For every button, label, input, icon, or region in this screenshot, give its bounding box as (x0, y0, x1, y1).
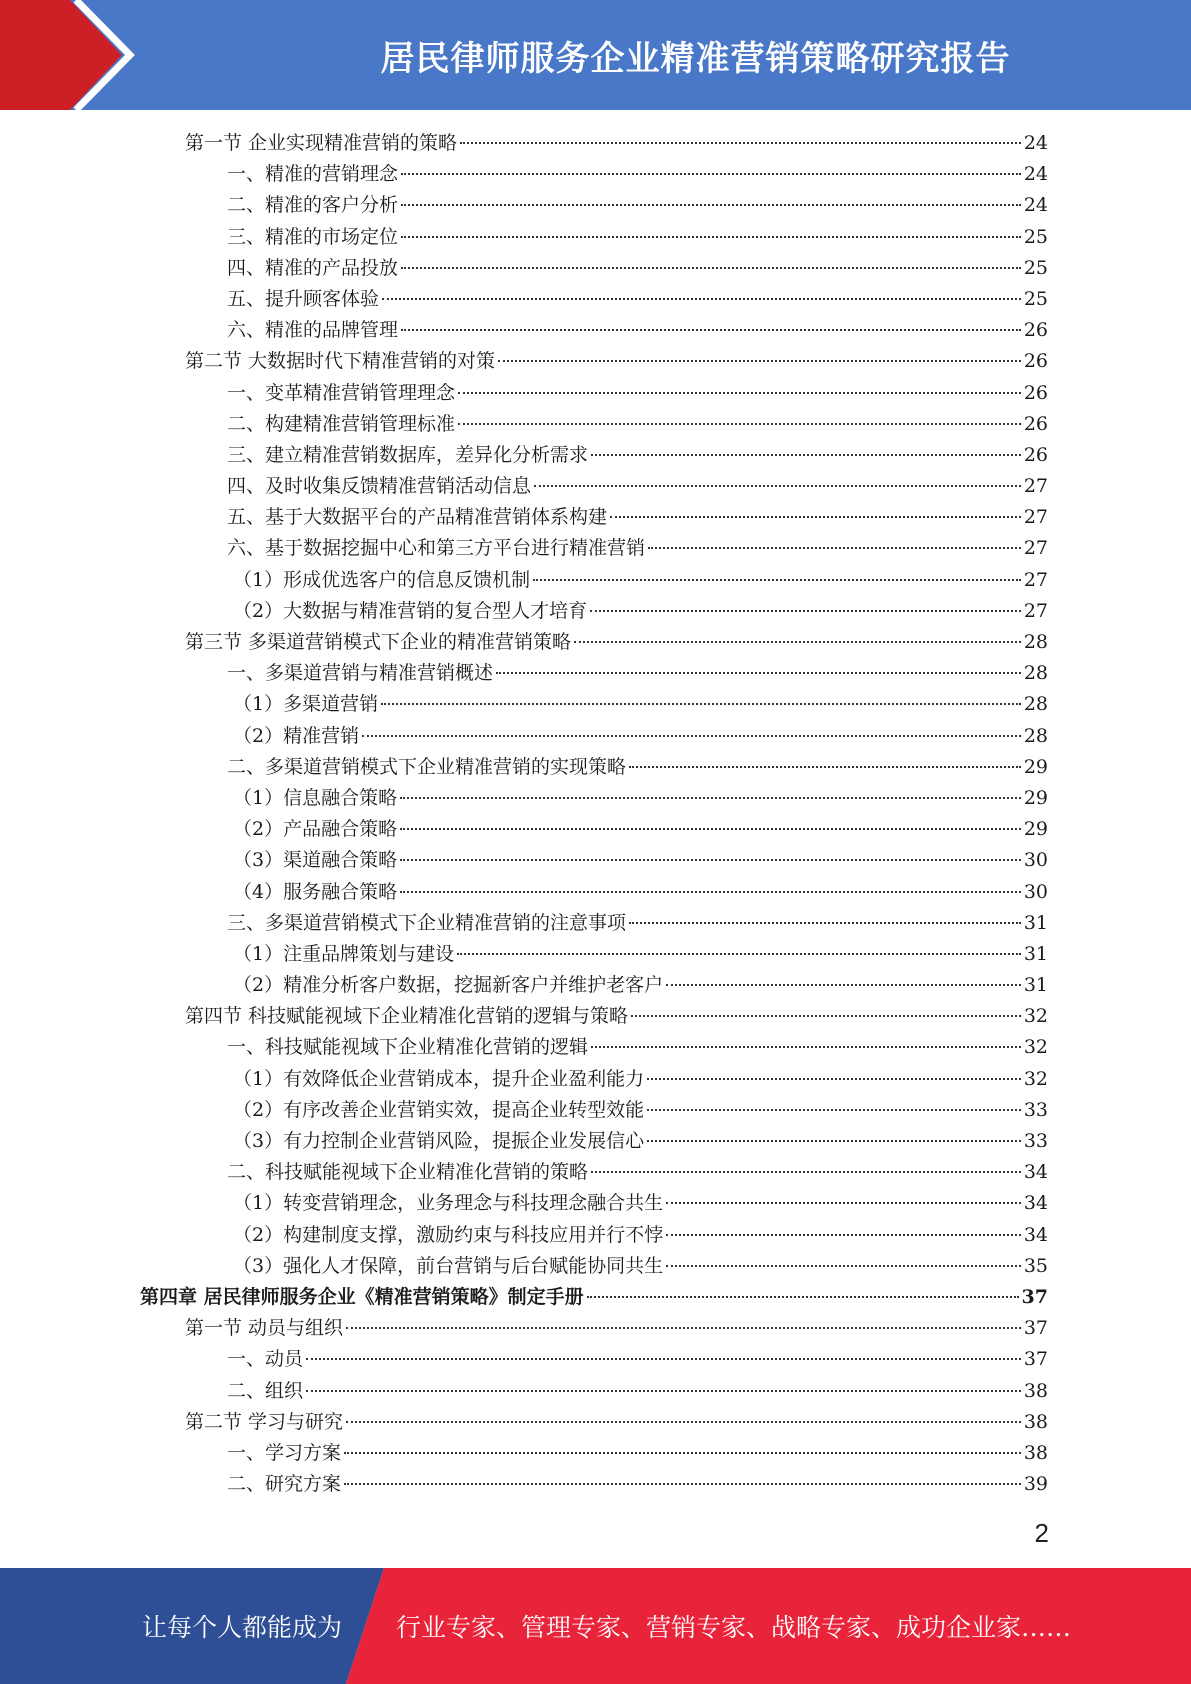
toc-leader-dots (344, 1452, 1021, 1454)
toc-entry-title: 二、组织 (227, 1379, 304, 1402)
toc-entry[interactable] (140, 1001, 1048, 1032)
toc-entry-title: （2）精准分析客户数据，挖掘新客户并维护老客户 (233, 974, 664, 997)
page-footer (0, 1568, 1191, 1684)
toc-entry[interactable] (140, 721, 1048, 752)
toc-entry-title: （1）多渠道营销 (233, 693, 379, 716)
toc-leader-dots (648, 547, 1021, 549)
toc-entry[interactable] (140, 253, 1048, 284)
toc-leader-dots (666, 1265, 1021, 1267)
toc-leader-dots (458, 392, 1021, 394)
table-of-contents (140, 128, 1048, 1500)
toc-leader-dots (306, 1358, 1021, 1360)
toc-entry-title: 第四节 科技赋能视域下企业精准化营销的逻辑与策略 (185, 1005, 629, 1028)
toc-entry-page: 27 (1023, 537, 1048, 560)
toc-entry[interactable] (140, 1157, 1048, 1188)
page-number: 2 (1034, 1518, 1049, 1548)
toc-entry-page: 34 (1023, 1192, 1048, 1215)
toc-entry[interactable] (140, 409, 1048, 440)
toc-leader-dots (381, 703, 1021, 705)
toc-entry-title: 第三节 多渠道营销模式下企业的精准营销策略 (185, 631, 572, 653)
toc-leader-dots (401, 204, 1021, 206)
toc-leader-dots (647, 1078, 1021, 1080)
toc-leader-dots (382, 298, 1021, 300)
toc-entry-page: 31 (1023, 911, 1048, 934)
toc-entry[interactable] (140, 1032, 1048, 1063)
toc-entry-title: 六、基于数据挖掘中心和第三方平台进行精准营销 (227, 537, 646, 560)
toc-entry-page: 35 (1023, 1254, 1048, 1277)
toc-leader-dots (401, 173, 1021, 175)
footer-slogan-right: 行业专家、管理专家、营销专家、战略专家、成功企业家…… (396, 1613, 1072, 1642)
toc-entry[interactable] (140, 1220, 1048, 1251)
toc-entry[interactable] (140, 190, 1048, 221)
toc-leader-dots (534, 485, 1021, 487)
toc-entry-title: （2）大数据与精准营销的复合型人才培育 (233, 599, 588, 622)
toc-entry[interactable] (140, 502, 1048, 533)
report-title: 居民律师服务企业精准营销策略研究报告 (380, 38, 1011, 79)
toc-entry-page: 31 (1023, 942, 1048, 965)
toc-leader-dots (587, 1296, 1019, 1298)
toc-leader-dots (400, 891, 1021, 893)
toc-entry[interactable] (140, 222, 1048, 253)
toc-entry[interactable] (140, 378, 1048, 409)
toc-entry-page: 28 (1023, 662, 1048, 685)
toc-entry-title: 第一节 企业实现精准营销的策略 (185, 132, 458, 154)
toc-entry[interactable] (140, 939, 1048, 970)
toc-entry[interactable] (140, 845, 1048, 876)
toc-leader-dots (610, 516, 1021, 518)
toc-entry-title: 一、变革精准营销管理理念 (227, 381, 456, 404)
toc-entry-title: 三、建立精准营销数据库，差异化分析需求 (227, 443, 589, 466)
toc-leader-dots (346, 1327, 1021, 1329)
toc-entry[interactable] (140, 440, 1048, 471)
toc-leader-dots (306, 1390, 1021, 1392)
toc-entry-title: 二、科技赋能视域下企业精准化营销的策略 (227, 1161, 589, 1184)
toc-leader-dots (590, 610, 1021, 612)
toc-entry-page: 24 (1023, 163, 1048, 186)
toc-leader-dots (401, 329, 1021, 331)
toc-entry-page: 30 (1023, 880, 1048, 903)
toc-entry-page: 33 (1023, 1098, 1048, 1121)
toc-entry-page: 33 (1023, 1130, 1048, 1152)
toc-leader-dots (496, 672, 1021, 674)
toc-entry-title: （1）有效降低企业营销成本，提升企业盈利能力 (233, 1067, 645, 1090)
toc-entry-title: 三、精准的市场定位 (227, 225, 399, 248)
toc-entry-title: 一、科技赋能视域下企业精准化营销的逻辑 (227, 1036, 589, 1059)
toc-entry[interactable] (140, 1188, 1048, 1219)
toc-entry-page: 27 (1023, 475, 1048, 498)
toc-entry-page: 38 (1023, 1379, 1048, 1402)
toc-entry-page: 30 (1023, 849, 1048, 872)
toc-entry-title: （3）强化人才保障，前台营销与后台赋能协同共生 (233, 1254, 664, 1277)
toc-entry[interactable] (140, 1282, 1048, 1313)
toc-entry-title: （1）信息融合策略 (233, 786, 398, 809)
toc-entry-title: 二、研究方案 (227, 1473, 342, 1496)
toc-entry-page: 26 (1023, 350, 1048, 373)
toc-leader-dots (533, 579, 1021, 581)
toc-entry-title: 一、动员 (227, 1348, 304, 1371)
toc-entry-page: 29 (1023, 786, 1048, 809)
toc-entry-page: 26 (1023, 319, 1048, 342)
toc-leader-dots (460, 142, 1021, 144)
toc-leader-dots (591, 1046, 1021, 1048)
toc-entry-page: 38 (1023, 1410, 1048, 1433)
toc-entry-title: 五、基于大数据平台的产品精准营销体系构建 (227, 506, 608, 529)
toc-entry-title: （2）构建制度支撑，激励约束与科技应用并行不悖 (233, 1223, 664, 1246)
toc-leader-dots (458, 423, 1021, 425)
toc-entry[interactable] (140, 1095, 1048, 1126)
toc-leader-dots (346, 1421, 1021, 1423)
toc-leader-dots (666, 984, 1021, 986)
toc-entry-title: 第四章 居民律师服务企业《精准营销策略》制定手册 (140, 1285, 584, 1308)
toc-entry[interactable] (140, 783, 1048, 814)
toc-leader-dots (457, 953, 1021, 955)
toc-entry-page: 31 (1023, 974, 1048, 997)
toc-leader-dots (647, 1140, 1021, 1142)
toc-leader-dots (629, 766, 1021, 768)
toc-entry-title: 二、构建精准营销管理标准 (227, 412, 456, 435)
toc-entry-title: （4）服务融合策略 (233, 880, 398, 903)
toc-entry[interactable] (140, 1251, 1048, 1282)
toc-leader-dots (400, 828, 1021, 830)
toc-entry-page: 25 (1023, 225, 1048, 248)
toc-entry[interactable] (140, 1407, 1048, 1438)
toc-entry-title: 一、学习方案 (227, 1441, 342, 1464)
toc-entry-title: 四、及时收集反馈精准营销活动信息 (227, 475, 532, 498)
toc-entry[interactable] (140, 752, 1048, 783)
toc-leader-dots (666, 1234, 1021, 1236)
toc-entry-page: 27 (1023, 568, 1048, 591)
toc-entry-page: 29 (1023, 818, 1048, 841)
toc-entry-title: （1）形成优选客户的信息反馈机制 (233, 568, 531, 591)
toc-entry[interactable] (140, 1469, 1048, 1500)
toc-entry-page: 25 (1023, 256, 1048, 279)
toc-entry[interactable] (140, 1438, 1048, 1469)
toc-entry-page: 37 (1023, 1348, 1048, 1371)
toc-entry[interactable] (140, 689, 1048, 720)
toc-leader-dots (591, 454, 1021, 456)
toc-entry-page: 26 (1023, 443, 1048, 466)
toc-leader-dots (498, 360, 1021, 362)
toc-entry-page: 24 (1023, 194, 1048, 217)
toc-leader-dots (574, 641, 1021, 643)
toc-entry[interactable] (140, 284, 1048, 315)
toc-entry-page: 26 (1023, 412, 1048, 435)
toc-entry-page: 28 (1023, 724, 1048, 747)
toc-entry-title: （3）有力控制企业营销风险，提振企业发展信心 (233, 1130, 645, 1152)
toc-leader-dots (401, 236, 1021, 238)
toc-entry-page: 32 (1023, 1067, 1048, 1090)
toc-entry-page: 28 (1023, 631, 1048, 653)
toc-entry-title: 一、多渠道营销与精准营销概述 (227, 662, 494, 685)
toc-leader-dots (400, 797, 1021, 799)
toc-entry[interactable] (140, 533, 1048, 564)
toc-entry[interactable] (140, 159, 1048, 190)
toc-entry[interactable] (140, 877, 1048, 908)
toc-entry[interactable] (140, 970, 1048, 1001)
toc-entry[interactable] (140, 128, 1048, 159)
toc-entry[interactable] (140, 315, 1048, 346)
toc-entry-page: 29 (1023, 755, 1048, 778)
toc-leader-dots (666, 1202, 1021, 1204)
toc-entry-title: （2）产品融合策略 (233, 818, 398, 841)
toc-entry-page: 27 (1023, 506, 1048, 529)
toc-entry-page: 32 (1023, 1036, 1048, 1059)
toc-entry[interactable] (140, 596, 1048, 627)
toc-entry-title: 第二节 学习与研究 (185, 1410, 344, 1433)
toc-entry-page: 39 (1023, 1473, 1048, 1496)
toc-entry-page: 34 (1023, 1223, 1048, 1246)
toc-entry-page: 38 (1023, 1441, 1048, 1464)
toc-entry-title: （2）有序改善企业营销实效，提高企业转型效能 (233, 1098, 645, 1121)
toc-entry[interactable] (140, 1313, 1048, 1344)
toc-entry-title: 三、多渠道营销模式下企业精准营销的注意事项 (227, 911, 627, 934)
toc-entry[interactable] (140, 565, 1048, 596)
toc-entry[interactable] (140, 346, 1048, 377)
chevron-arrow-icon (0, 0, 160, 110)
toc-entry-title: 四、精准的产品投放 (227, 256, 399, 279)
page-header (0, 0, 1191, 110)
toc-entry-page: 26 (1023, 381, 1048, 404)
toc-leader-dots (647, 1109, 1021, 1111)
toc-entry-page: 28 (1023, 693, 1048, 716)
toc-entry-title: 五、提升顾客体验 (227, 287, 380, 310)
toc-entry-title: （2）精准营销 (233, 724, 360, 747)
toc-entry[interactable] (140, 1344, 1048, 1375)
toc-entry-page: 27 (1023, 599, 1048, 622)
toc-entry-title: （1）注重品牌策划与建设 (233, 942, 455, 965)
toc-leader-dots (400, 859, 1021, 861)
toc-entry-page: 25 (1023, 287, 1048, 310)
toc-entry[interactable] (140, 627, 1048, 658)
toc-entry-title: （1）转变营销理念，业务理念与科技理念融合共生 (233, 1192, 664, 1215)
toc-entry[interactable] (140, 1064, 1048, 1095)
toc-entry-page: 24 (1023, 132, 1048, 154)
toc-entry[interactable] (140, 471, 1048, 502)
toc-entry-title: 二、精准的客户分析 (227, 194, 399, 217)
toc-entry-title: 第一节 动员与组织 (185, 1317, 344, 1340)
toc-entry-title: （3）渠道融合策略 (233, 849, 398, 872)
toc-entry[interactable] (140, 658, 1048, 689)
toc-entry-title: 六、精准的品牌管理 (227, 319, 399, 342)
toc-leader-dots (401, 267, 1021, 269)
toc-entry-title: 第二节 大数据时代下精准营销的对策 (185, 350, 496, 373)
toc-leader-dots (344, 1483, 1021, 1485)
toc-entry[interactable] (140, 1376, 1048, 1407)
toc-entry[interactable] (140, 908, 1048, 939)
toc-entry-title: 二、多渠道营销模式下企业精准营销的实现策略 (227, 755, 627, 778)
footer-slogan-left: 让每个人都能成为 (142, 1613, 343, 1642)
toc-entry-page: 37 (1023, 1317, 1048, 1340)
toc-entry-title: 一、精准的营销理念 (227, 163, 399, 186)
toc-leader-dots (631, 1015, 1021, 1017)
toc-entry[interactable] (140, 1126, 1048, 1157)
toc-entry[interactable] (140, 814, 1048, 845)
toc-entry-page: 37 (1021, 1285, 1048, 1308)
toc-leader-dots (629, 922, 1021, 924)
toc-entry-page: 34 (1023, 1161, 1048, 1184)
toc-leader-dots (591, 1171, 1021, 1173)
toc-entry-page: 32 (1023, 1005, 1048, 1028)
toc-leader-dots (362, 735, 1021, 737)
